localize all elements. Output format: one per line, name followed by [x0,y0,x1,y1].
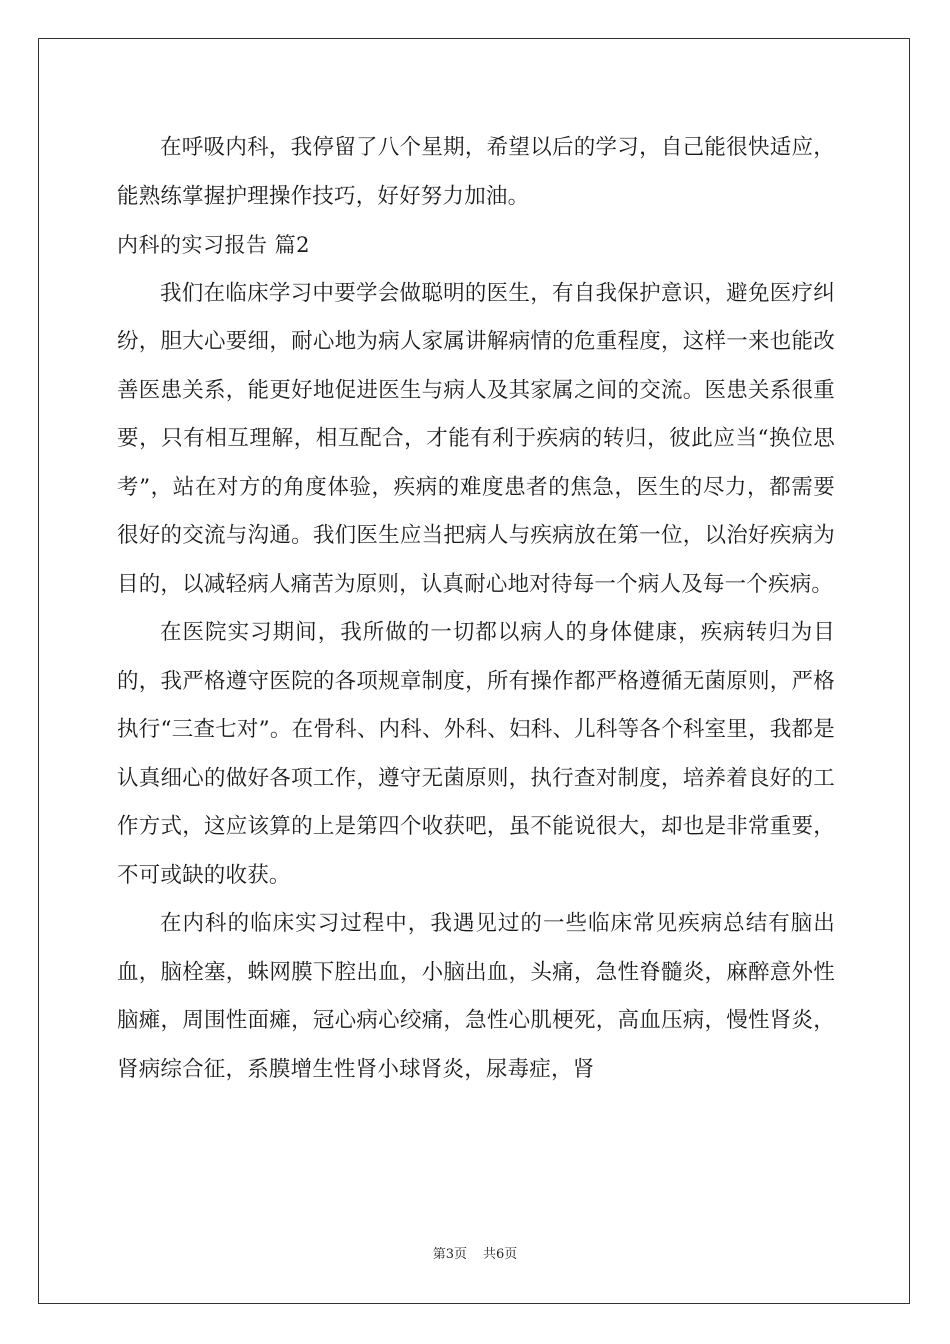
page-footer [0,1243,950,1262]
document-body [117,124,835,1094]
paragraph-1: 在呼吸内科，我停留了八个星期，希望以后的学习，自己能很快适应，能熟练掌握护理操作技巧，好好努力加油。 [117,135,835,209]
paragraph-3: 在医院实习期间，我所做的一切都以病人的身体健康，疾病转归为目的，我严格遵守医院的各项规章制度，所有操作都严格遵循无菌原则，严格执行“三查七对”。在骨科、内科、外科、妇科、儿科等各个科室里，我都是认真细心的做好各项工作，遵守无菌原则，执行查对制度，培养着良好的工作方式，这应该算的上是第四个收获吧，虽不能说很大，却也是非常重要，不可或缺的收获。 [117,620,835,888]
paragraph-4: 在内科的临床实习过程中，我遇见过的一些临床常见疾病总结有脑出血，脑栓塞，蛛网膜下腔出血，小脑出血，头痛，急性脊髓炎，麻醉意外性脑瘫，周围性面瘫，冠心病心绞痛，急性心肌梗死，高血压病，慢性肾炎，肾病综合征，系膜增生性肾小球肾炎，尿毒症，肾 [117,911,835,1082]
paragraph-2: 我们在临床学习中要学会做聪明的医生，有自我保护意识，避免医疗纠纷，胆大心要细，耐心地为病人家属讲解病情的危重程度，这样一来也能改善医患关系，能更好地促进医生与病人及其家属之间的交流。医患关系很重要，只有相互理解，相互配合，才能有利于疾病的转归，彼此应当“换位思考”，站在对方的角度体验，疾病的难度患者的焦急，医生的尽力，都需要很好的交流与沟通。我们医生应当把病人与疾病放在第一位，以治好疾病为目的，以减轻病人痛苦为原则，认真耐心地对待每一个病人及每一个疾病。 [117,280,835,597]
total-pages-label: 共6页 [483,1247,518,1262]
section-heading: 内科的实习报告 篇2 [117,233,311,257]
current-page-label: 第3页 [432,1247,467,1262]
